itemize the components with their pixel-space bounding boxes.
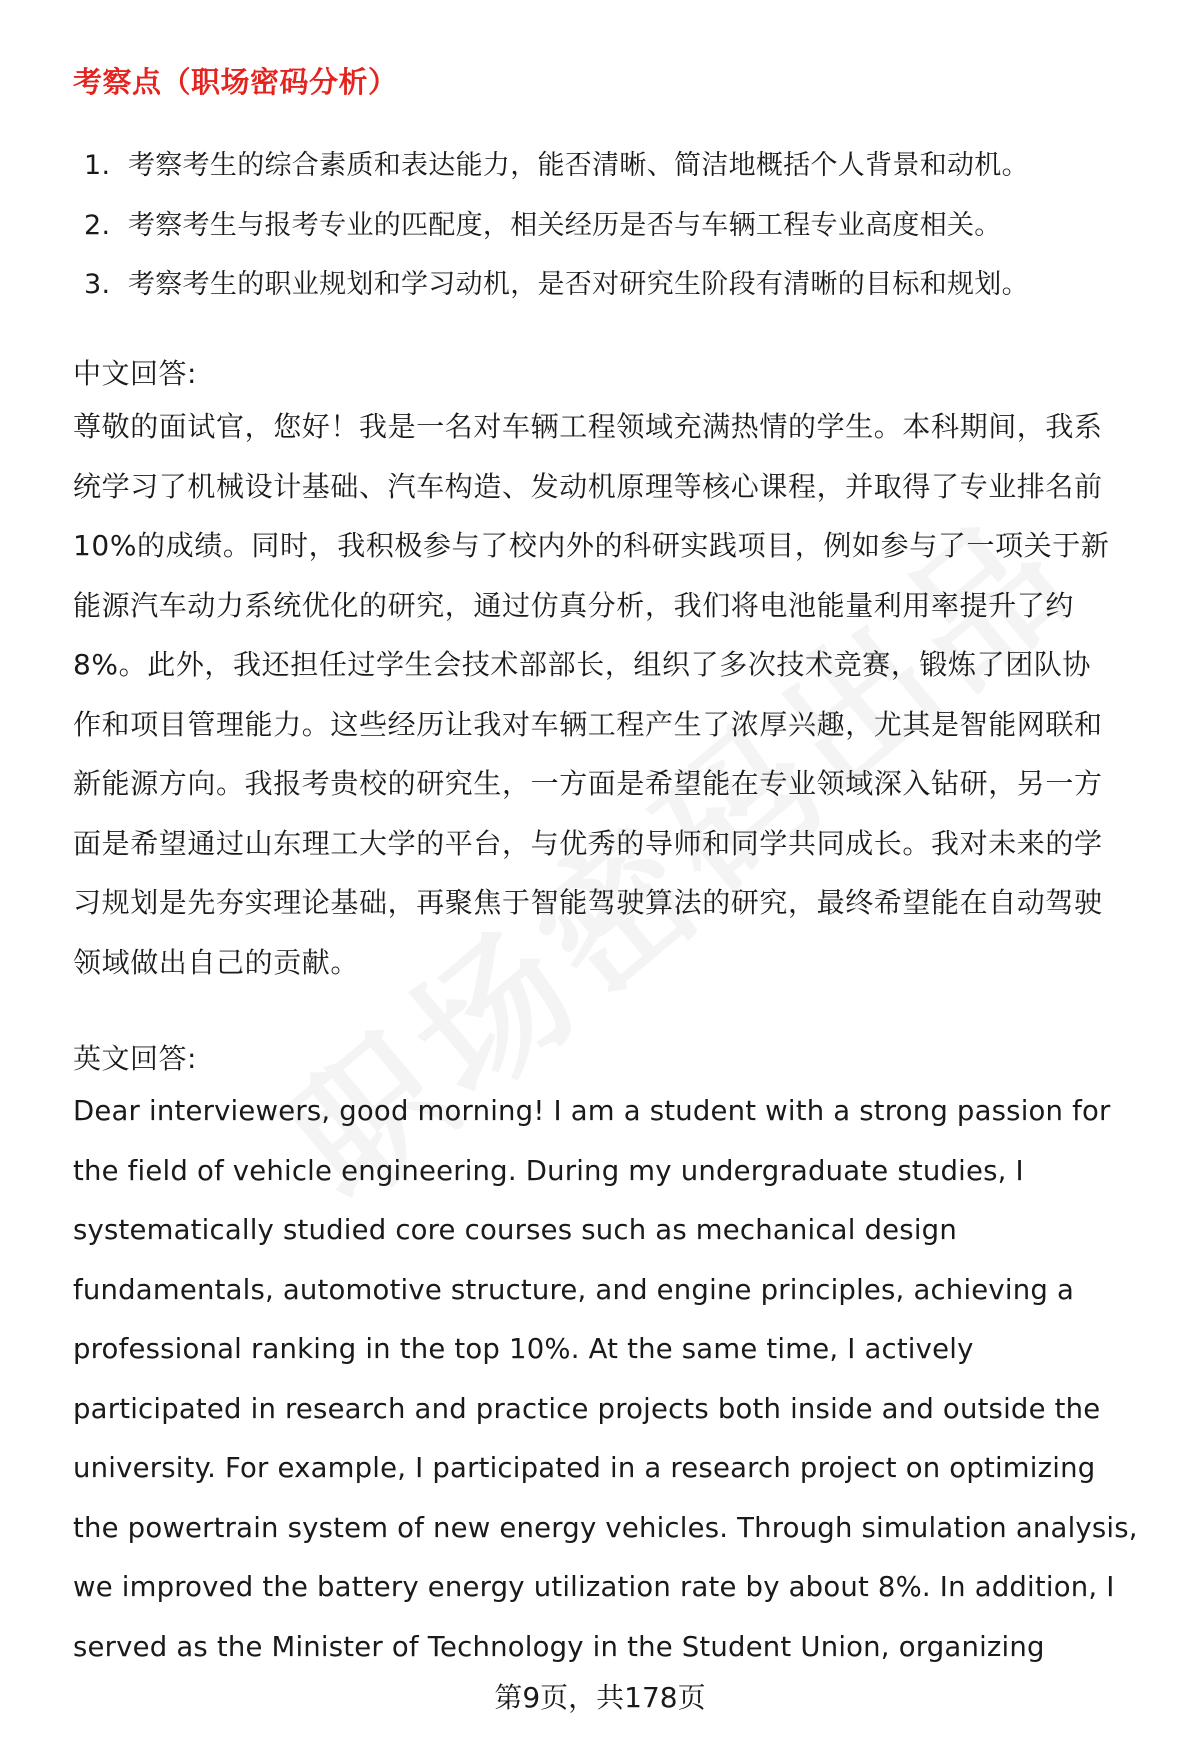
list-text: 考察考生与报考专业的匹配度，相关经历是否与车辆工程专业高度相关。	[128, 209, 1002, 241]
list-number: 1.	[84, 150, 111, 181]
paragraph-line: 作和项目管理能力。这些经历让我对车辆工程产生了浓厚兴趣，尤其是智能网联和	[73, 707, 1103, 741]
paragraph-line: 习规划是先夯实理论基础，再聚焦于智能驾驶算法的研究，最终希望能在自动驾驶	[73, 886, 1103, 919]
paragraph-line: 统学习了机械设计基础、汽车构造、发动机原理等核心课程，并取得了专业排名前	[73, 469, 1103, 503]
paragraph-line: 面是希望通过山东理工大学的平台，与优秀的导师和同学共同成长。我对未来的学	[73, 826, 1103, 860]
paragraph-line: professional ranking in the top 10%. At the same time, I actively	[73, 1333, 974, 1365]
list-number: 2.	[84, 209, 111, 241]
paragraph-line: served as the Minister of Technology in the Student Union, organizing	[73, 1630, 1045, 1663]
paragraph-line: 领域做出自己的贡献。	[73, 945, 360, 979]
list-text: 考察考生的职业规划和学习动机，是否对研究生阶段有清晰的目标和规划。	[128, 269, 1029, 300]
paragraph-line: university. For example, I participated in a research project on optimizing	[73, 1452, 1096, 1484]
paragraph-line: the field of vehicle engineering. During my undergraduate studies, I	[73, 1154, 1024, 1187]
paragraph-line: 10%的成绩。同时，我积极参与了校内外的科研实践项目，例如参与了一项关于新	[73, 529, 1110, 562]
evaluation-points-list	[84, 136, 1164, 315]
english-answer-paragraph	[73, 1082, 1153, 1677]
list-item	[84, 255, 1164, 315]
paragraph-line: fundamentals, automotive structure, and engine principles, achieving a	[73, 1273, 1074, 1306]
page-number-footer: 第9页，共178页	[494, 1681, 706, 1714]
chinese-answer-label: 中文回答:	[73, 357, 197, 390]
paragraph-line: 新能源方向。我报考贵校的研究生，一方面是希望能在专业领域深入钻研，另一方	[73, 767, 1103, 800]
list-text: 考察考生的综合素质和表达能力，能否清晰、简洁地概括个人背景和动机。	[128, 150, 1029, 181]
paragraph-line: 尊敬的面试官，您好！我是一名对车辆工程领域充满热情的学生。本科期间，我系	[73, 410, 1103, 443]
paragraph-line: participated in research and practice projects both inside and outside the	[73, 1392, 1101, 1425]
list-item	[84, 136, 1164, 196]
chinese-answer-paragraph	[73, 397, 1153, 992]
paragraph-line: 能源汽车动力系统优化的研究，通过仿真分析，我们将电池能量利用率提升了约	[73, 588, 1075, 622]
english-answer-label: 英文回答:	[73, 1042, 197, 1075]
paragraph-line: systematically studied core courses such as mechanical design	[73, 1214, 957, 1246]
list-item	[84, 196, 1164, 256]
paragraph-line: we improved the battery energy utilization rate by about 8%. In addition, I	[73, 1571, 1115, 1603]
paragraph-line: the powertrain system of new energy vehicles. Through simulation analysis,	[73, 1511, 1138, 1544]
paragraph-line: Dear interviewers, good morning! I am a student with a strong passion for	[73, 1095, 1111, 1127]
list-number: 3.	[84, 269, 111, 300]
section-title: 考察点（职场密码分析）	[73, 65, 398, 99]
paragraph-line: 8%。此外，我还担任过学生会技术部部长，组织了多次技术竞赛，锻炼了团队协	[73, 648, 1092, 681]
